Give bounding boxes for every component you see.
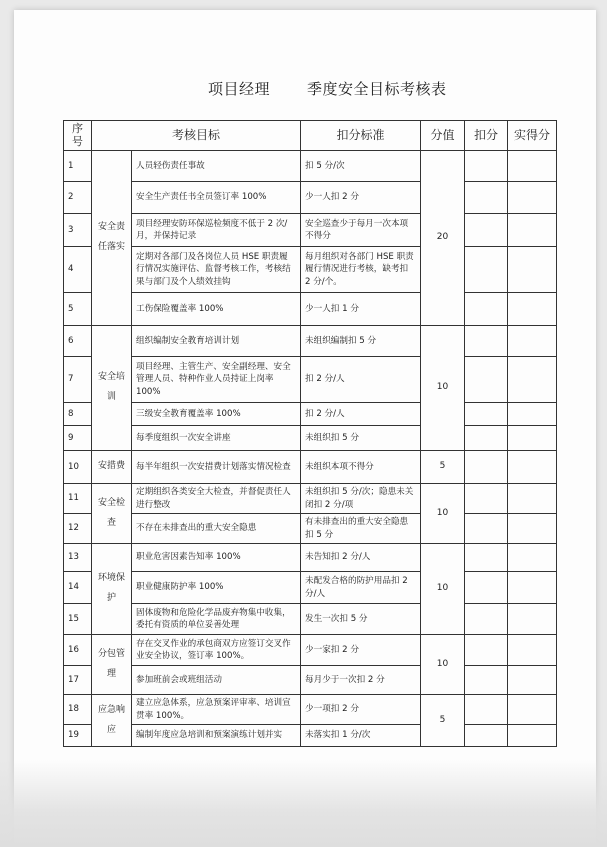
row-target: 组织编制安全教育培训计划	[132, 326, 301, 357]
row-standard: 每月少于一次扣 2 分	[301, 666, 421, 695]
row-no: 4	[64, 247, 92, 293]
row-standard: 未配发合格的防护用品扣 2 分/人	[301, 572, 421, 604]
row-no: 10	[64, 451, 92, 484]
table-row	[64, 635, 557, 666]
score-group-6: 10	[421, 635, 465, 695]
score-group-5: 10	[421, 544, 465, 635]
deduct-cell[interactable]	[465, 151, 508, 182]
table-row	[64, 214, 557, 247]
deduct-cell[interactable]	[465, 514, 508, 544]
row-target: 定期对各部门及各岗位人员 HSE 职责履行情况实施评估、监督考核工作，考核结果与部门及个人绩效挂钩	[132, 247, 301, 293]
actual-cell[interactable]	[508, 182, 557, 214]
assessment-table	[63, 120, 557, 747]
actual-cell[interactable]	[508, 572, 557, 604]
row-no: 3	[64, 214, 92, 247]
title-form-name: 季度安全目标考核表	[307, 80, 447, 98]
deduct-cell[interactable]	[465, 451, 508, 484]
row-target: 三级安全教育覆盖率 100%	[132, 403, 301, 426]
score-group-1: 20	[421, 151, 465, 326]
row-standard: 发生一次扣 5 分	[301, 604, 421, 635]
row-target: 参加班前会或班组活动	[132, 666, 301, 695]
actual-cell[interactable]	[508, 247, 557, 293]
table-row	[64, 514, 557, 544]
score-group-3: 5	[421, 451, 465, 484]
row-no: 7	[64, 357, 92, 403]
table-row	[64, 151, 557, 182]
actual-cell[interactable]	[508, 514, 557, 544]
table-row	[64, 604, 557, 635]
actual-cell[interactable]	[508, 725, 557, 747]
category-subcontract-management: 分包管理	[92, 635, 132, 695]
header-target: 考核目标	[92, 121, 301, 151]
row-target: 人员轻伤责任事故	[132, 151, 301, 182]
table-header-row	[64, 121, 557, 151]
actual-cell[interactable]	[508, 403, 557, 426]
row-no: 18	[64, 695, 92, 725]
deduct-cell[interactable]	[465, 484, 508, 514]
row-target: 安全生产责任书全员签订率 100%	[132, 182, 301, 214]
header-no: 序号	[64, 121, 92, 151]
row-standard: 未告知扣 2 分/人	[301, 544, 421, 572]
deduct-cell[interactable]	[465, 403, 508, 426]
row-standard: 每月组织对各部门 HSE 职责履行情况进行考核，缺考扣 2 分/个。	[301, 247, 421, 293]
actual-cell[interactable]	[508, 544, 557, 572]
actual-cell[interactable]	[508, 214, 557, 247]
deduct-cell[interactable]	[465, 544, 508, 572]
row-standard: 未组织扣 5 分	[301, 426, 421, 451]
row-target: 定期组织各类安全大检查，并督促责任人进行整改	[132, 484, 301, 514]
row-standard: 少一家扣 2 分	[301, 635, 421, 666]
row-standard: 少一人扣 1 分	[301, 293, 421, 326]
row-target: 项目经理安防环保巡检频度不低于 2 次/月，并保持记录	[132, 214, 301, 247]
row-no: 13	[64, 544, 92, 572]
actual-cell[interactable]	[508, 635, 557, 666]
actual-cell[interactable]	[508, 357, 557, 403]
table-row	[64, 451, 557, 484]
actual-cell[interactable]	[508, 695, 557, 725]
table-row	[64, 326, 557, 357]
row-standard: 未落实扣 1 分/次	[301, 725, 421, 747]
row-target: 项目经理、主管生产、安全副经理、安全管理人员、特种作业人员持证上岗率 100%	[132, 357, 301, 403]
row-no: 1	[64, 151, 92, 182]
row-target: 工伤保险覆盖率 100%	[132, 293, 301, 326]
score-group-2: 10	[421, 326, 465, 451]
table-row	[64, 666, 557, 695]
deduct-cell[interactable]	[465, 635, 508, 666]
table-row	[64, 403, 557, 426]
table-row	[64, 293, 557, 326]
deduct-cell[interactable]	[465, 725, 508, 747]
actual-cell[interactable]	[508, 151, 557, 182]
header-deduct: 扣分	[465, 121, 508, 151]
row-standard: 未组织扣 5 分/次；隐患未关闭扣 2 分/项	[301, 484, 421, 514]
score-group-4: 10	[421, 484, 465, 544]
row-target: 存在交叉作业的承包商双方应签订交叉作业安全协议，签订率 100%。	[132, 635, 301, 666]
header-score: 分值	[421, 121, 465, 151]
table-row	[64, 544, 557, 572]
row-standard: 扣 5 分/次	[301, 151, 421, 182]
deduct-cell[interactable]	[465, 293, 508, 326]
actual-cell[interactable]	[508, 451, 557, 484]
row-standard: 未组织本项不得分	[301, 451, 421, 484]
category-measures-fee: 安措费	[92, 451, 132, 484]
table-row	[64, 247, 557, 293]
row-standard: 少一人扣 2 分	[301, 182, 421, 214]
row-no: 14	[64, 572, 92, 604]
actual-cell[interactable]	[508, 484, 557, 514]
row-no: 5	[64, 293, 92, 326]
category-safety-responsibility: 安全责任落实	[92, 151, 132, 326]
deduct-cell[interactable]	[465, 426, 508, 451]
deduct-cell[interactable]	[465, 695, 508, 725]
deduct-cell[interactable]	[465, 666, 508, 695]
table-row	[64, 695, 557, 725]
row-standard: 少一项扣 2 分	[301, 695, 421, 725]
row-no: 8	[64, 403, 92, 426]
row-no: 16	[64, 635, 92, 666]
row-standard: 未组织编制扣 5 分	[301, 326, 421, 357]
row-no: 15	[64, 604, 92, 635]
category-environment-protection: 环境保护	[92, 544, 132, 635]
row-no: 2	[64, 182, 92, 214]
row-no: 9	[64, 426, 92, 451]
row-target: 不存在未排查出的重大安全隐患	[132, 514, 301, 544]
row-target: 每半年组织一次安措费计划落实情况检查	[132, 451, 301, 484]
row-standard: 扣 2 分/人	[301, 403, 421, 426]
actual-cell[interactable]	[508, 604, 557, 635]
deduct-cell[interactable]	[465, 572, 508, 604]
category-safety-inspection: 安全检查	[92, 484, 132, 544]
bottom-fade-overlay	[0, 760, 607, 847]
deduct-cell[interactable]	[465, 182, 508, 214]
table-row	[64, 572, 557, 604]
row-target: 固体废物和危险化学品废弃物集中收集，委托有资质的单位妥善处理	[132, 604, 301, 635]
row-standard: 有未排查出的重大安全隐患扣 5 分	[301, 514, 421, 544]
title-role: 项目经理	[208, 80, 271, 98]
actual-cell[interactable]	[508, 326, 557, 357]
table-row	[64, 357, 557, 403]
table-row	[64, 182, 557, 214]
deduct-cell[interactable]	[465, 326, 508, 357]
row-target: 职业危害因素告知率 100%	[132, 544, 301, 572]
row-target: 每季度组织一次安全讲座	[132, 426, 301, 451]
deduct-cell[interactable]	[465, 357, 508, 403]
row-no: 11	[64, 484, 92, 514]
row-no: 6	[64, 326, 92, 357]
row-no: 12	[64, 514, 92, 544]
actual-cell[interactable]	[508, 666, 557, 695]
deduct-cell[interactable]	[465, 604, 508, 635]
actual-cell[interactable]	[508, 293, 557, 326]
row-target: 职业健康防护率 100%	[132, 572, 301, 604]
score-group-7: 5	[421, 695, 465, 747]
deduct-cell[interactable]	[465, 247, 508, 293]
actual-cell[interactable]	[508, 426, 557, 451]
header-standard: 扣分标准	[301, 121, 421, 151]
table-row	[64, 484, 557, 514]
row-no: 19	[64, 725, 92, 747]
category-emergency-response: 应急响应	[92, 695, 132, 747]
table-row	[64, 426, 557, 451]
table-row	[64, 725, 557, 747]
deduct-cell[interactable]	[465, 214, 508, 247]
row-target: 建立应急体系，应急预案评审率、培训宣贯率 100%。	[132, 695, 301, 725]
header-actual: 实得分	[508, 121, 557, 151]
row-standard: 扣 2 分/人	[301, 357, 421, 403]
row-standard: 安全巡查少于每月一次本项不得分	[301, 214, 421, 247]
row-no: 17	[64, 666, 92, 695]
category-safety-training: 安全培训	[92, 326, 132, 451]
row-target: 编制年度应急培训和预案演练计划并实	[132, 725, 301, 747]
